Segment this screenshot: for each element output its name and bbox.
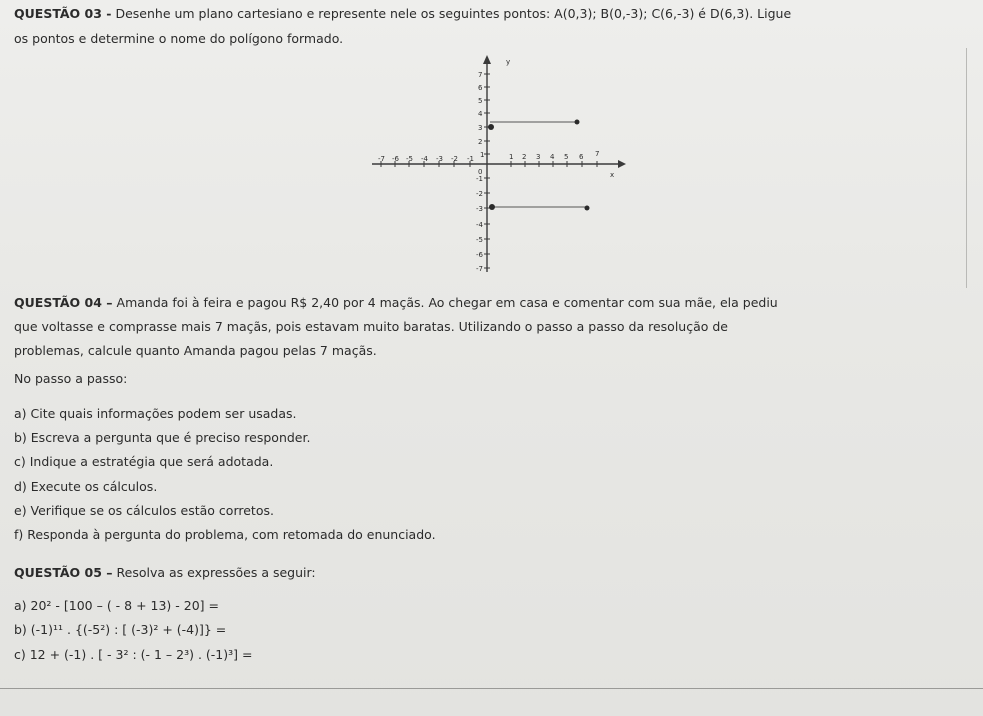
expression-item: b) (-1)¹¹ . {(-5²) : [ (-3)² + (-4)]} = xyxy=(14,622,227,637)
x-tick-label: -2 xyxy=(451,155,458,163)
x-tick-label: 1 xyxy=(509,153,514,161)
x-tick-label: -5 xyxy=(406,155,413,163)
expression-item: a) 20² - [100 – ( - 8 + 13) - 20] = xyxy=(14,598,219,613)
question-03-text-line2: os pontos e determine o nome do polígono formado. xyxy=(14,31,344,46)
question-05-title: QUESTÃO 05 – xyxy=(14,565,113,580)
point-B xyxy=(489,204,495,210)
x-axis-label: x xyxy=(610,171,615,179)
y-axis-arrow xyxy=(483,55,491,64)
y-tick-label: 3 xyxy=(478,124,483,132)
y-tick-label: 1 xyxy=(480,151,485,159)
x-tick-label: 4 xyxy=(550,153,555,161)
step-item: a) Cite quais informações podem ser usadas. xyxy=(14,406,297,421)
y-tick-label: 2 xyxy=(478,138,483,146)
step-item: b) Escreva a pergunta que é preciso responder. xyxy=(14,430,311,445)
y-tick-label: 5 xyxy=(478,97,483,105)
x-tick-label: 5 xyxy=(564,153,569,161)
y-tick-label: -5 xyxy=(476,236,483,244)
question-03-text: Desenhe um plano cartesiano e represente nele os seguintes pontos: A(0,3); B(0,-3); C(6,-3) é D(6,3). Ligue xyxy=(115,6,792,21)
y-tick-label: 6 xyxy=(478,84,483,92)
x-tick-label: -1 xyxy=(467,155,474,163)
question-04-text-line3: problemas, calcule quanto Amanda pagou pelas 7 maçãs. xyxy=(14,343,377,358)
bottom-rule xyxy=(0,688,983,689)
x-tick-label: 2 xyxy=(522,153,527,161)
y-tick-label: -4 xyxy=(476,221,483,229)
origin-label: 0 xyxy=(478,168,483,176)
steps-intro: No passo a passo: xyxy=(14,371,128,386)
question-04-text-line1: Amanda foi à feira e pagou R$ 2,40 por 4 maçãs. Ao chegar em casa e comentar com sua mãe, ela pediu xyxy=(116,295,778,310)
y-ticks-positive xyxy=(478,71,484,159)
question-04-text-line2: que voltasse e comprasse mais 7 maçãs, pois estavam muito baratas. Utilizando o passo a passo da resolução de xyxy=(14,319,729,334)
cartesian-plane-drawing xyxy=(360,50,630,275)
y-axis-label: y xyxy=(506,58,511,66)
x-ticks-positive xyxy=(509,150,599,161)
question-04 xyxy=(14,295,778,310)
margin-rule xyxy=(966,48,967,288)
question-04-title: QUESTÃO 04 – xyxy=(14,295,113,310)
point-C xyxy=(585,206,590,211)
expression-item: c) 12 + (-1) . [ - 3² : (- 1 – 2³) . (-1)³] = xyxy=(14,647,253,662)
y-ticks-negative xyxy=(476,175,484,273)
point-D xyxy=(575,120,580,125)
point-A xyxy=(488,124,494,130)
y-tick-label: -1 xyxy=(476,175,483,183)
x-ticks-negative xyxy=(378,155,474,163)
question-05 xyxy=(14,565,316,580)
y-tick-label: -6 xyxy=(476,251,483,259)
y-tick-label: -3 xyxy=(476,205,483,213)
y-tick-label: 4 xyxy=(478,110,483,118)
x-tick-label: 6 xyxy=(579,153,584,161)
step-item: c) Indique a estratégia que será adotada. xyxy=(14,454,274,469)
y-tick-label: 7 xyxy=(478,71,483,79)
x-tick-label: -4 xyxy=(421,155,428,163)
step-item: f) Responda à pergunta do problema, com retomada do enunciado. xyxy=(14,527,436,542)
question-03 xyxy=(14,6,791,21)
x-tick-label: 3 xyxy=(536,153,541,161)
step-item: d) Execute os cálculos. xyxy=(14,479,158,494)
question-05-text: Resolva as expressões a seguir: xyxy=(116,565,316,580)
x-tick-label: 7 xyxy=(595,150,600,158)
y-tick-label: -7 xyxy=(476,265,483,273)
question-03-title: QUESTÃO 03 - xyxy=(14,6,112,21)
x-tick-label: -3 xyxy=(436,155,443,163)
y-tick-label: -2 xyxy=(476,190,483,198)
step-item: e) Verifique se os cálculos estão corretos. xyxy=(14,503,274,518)
x-tick-label: -7 xyxy=(378,155,385,163)
x-tick-label: -6 xyxy=(392,155,399,163)
x-axis-arrow xyxy=(618,160,626,168)
